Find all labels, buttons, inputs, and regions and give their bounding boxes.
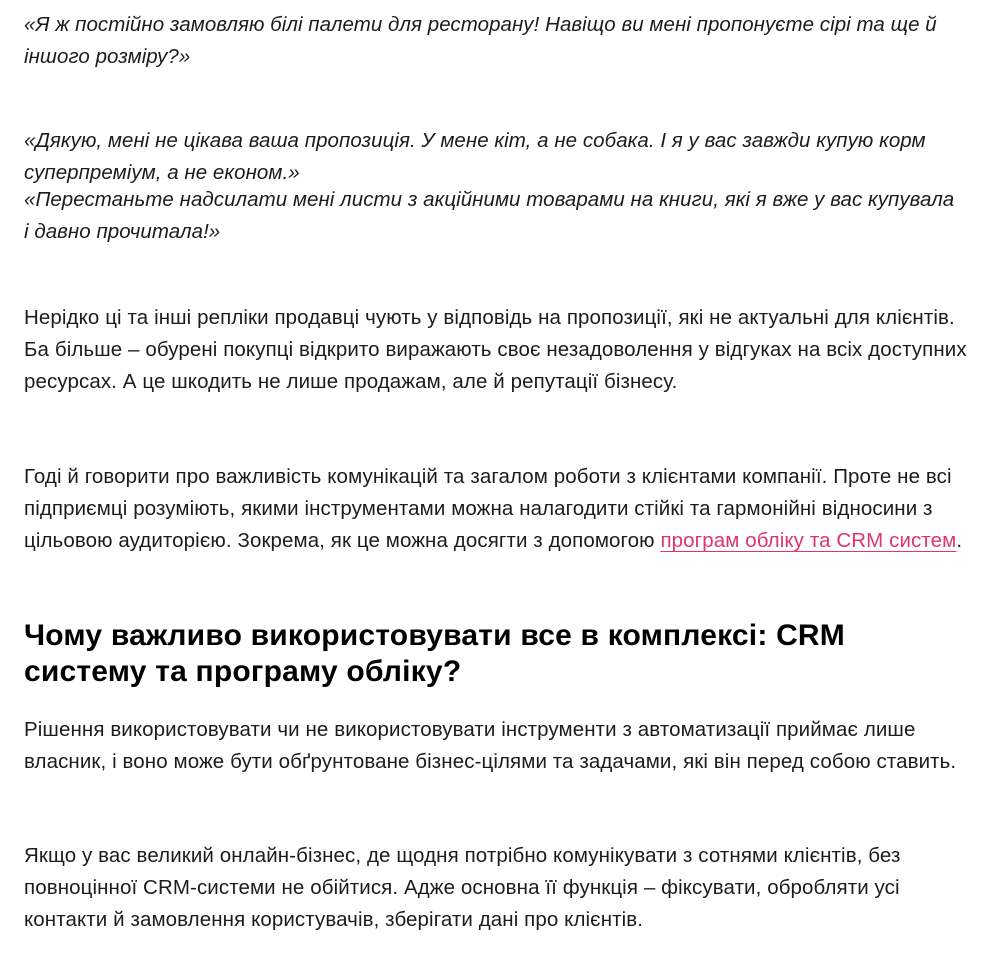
paragraph-text: . bbox=[956, 529, 963, 552]
paragraph-communication bbox=[24, 461, 974, 557]
customer-quote: «Перестаньте надсилати мені листи з акційними товарами на книги, які я вже у вас купувала і давно прочитала!» bbox=[24, 188, 955, 243]
paragraph-decision: Рішення використовувати чи не використовувати інструменти з автоматизації приймає лише власник, і воно може бути обґрунтоване бізнес-цілями та задачами, які він перед собою ставить. bbox=[24, 718, 957, 773]
paragraph-online-business: Якщо у вас великий онлайн-бізнес, де щодня потрібно комунікувати з сотнями клієнтів, без повноцінної CRM-системи не обійтися. Адже основна її функція – фіксувати, обробляти усі контакти й замовлення користувачів, зберігати дані про клієнтів. bbox=[24, 844, 901, 931]
customer-quote: «Я ж постійно замовляю білі палети для ресторану! Навіщо ви мені пропонуєте сірі та ще й іншого розміру?» bbox=[24, 13, 937, 68]
section-heading: Чому важливо використовувати все в комплексі: CRM систему та програму обліку? bbox=[24, 619, 845, 688]
paragraph-feedback: Нерідко ці та інші репліки продавці чують у відповідь на пропозиції, які не актуальні для клієнтів. Ба більше – обурені покупці відкрито виражають своє незадоволення у відгуках на всіх доступних ресурсах. А це шкодить не лише продажам, але й репутації бізнесу. bbox=[24, 306, 967, 393]
customer-quote: «Дякую, мені не цікава ваша пропозиція. У мене кіт, а не собака. І я у вас завжди купую корм суперпреміум, а не економ.» bbox=[24, 129, 926, 184]
paragraph-text: Годі й говорити про важливість комунікацій та загалом роботи з клієнтами компанії. Проте не всі підприємці розуміють, якими інструментами можна налагодити стійкі та гармонійні відносини з цільовою аудиторією. Зокрема, як це можна досягти з допомогою bbox=[24, 465, 952, 552]
crm-accounting-link[interactable]: програм обліку та CRM систем bbox=[660, 529, 957, 552]
